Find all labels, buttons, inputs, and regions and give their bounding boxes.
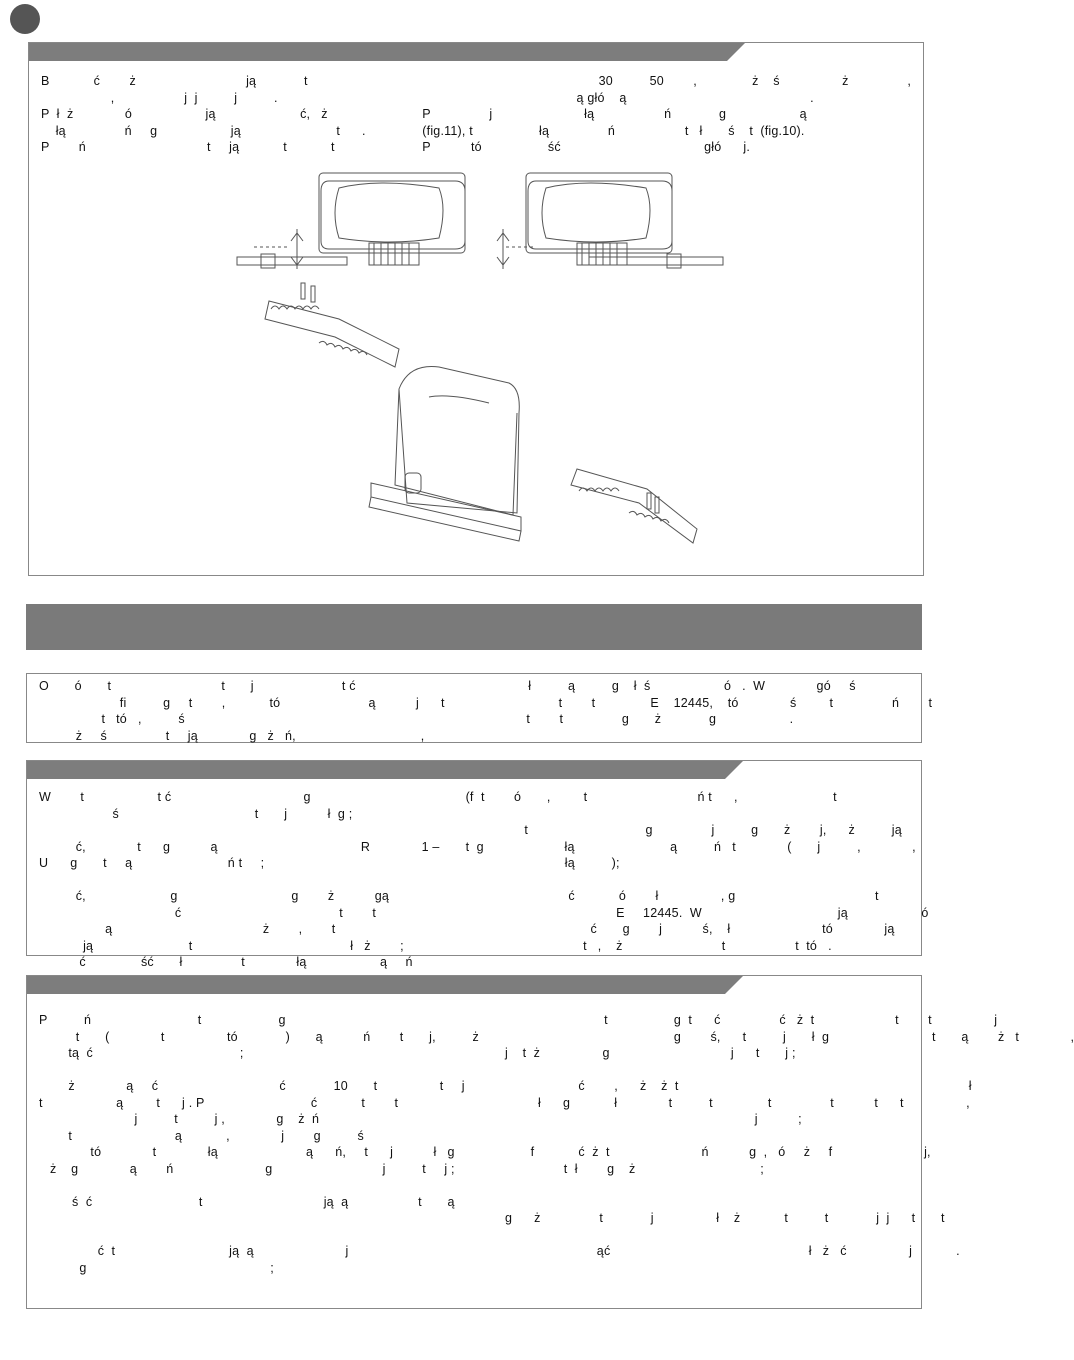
text-line	[39, 822, 440, 839]
section3-left-column	[39, 789, 440, 971]
text-line: ąć ł ż ć j .	[504, 1244, 960, 1258]
text-line	[39, 1062, 479, 1079]
text-line: g ś, t j ł g t ą ż t ,	[504, 1029, 1074, 1044]
text-line: f ć ż t ń g , ó ż f j,	[504, 1145, 931, 1159]
text-line: t ą , j g ś	[39, 1128, 364, 1143]
text-line: P tó ść głó j.	[422, 140, 751, 154]
text-line: t , ż t t tó .	[465, 938, 832, 953]
text-line: ś t j ł g ;	[39, 806, 353, 821]
section-tab	[27, 761, 743, 779]
text-line: ż g ą ń g j t j ;	[39, 1161, 455, 1176]
motor-top-view-left	[237, 173, 465, 269]
text-line	[505, 1062, 1074, 1079]
text-line	[39, 872, 440, 889]
section4-left-column	[39, 1012, 479, 1276]
text-line	[39, 1210, 479, 1227]
text-line: ą ż , t	[39, 922, 336, 936]
text-line: ą głó ą .	[422, 90, 814, 105]
text-line: t ( t tó ) ą ń t j, ż	[39, 1029, 479, 1044]
text-line: ć , ż ż t ł	[504, 1079, 972, 1093]
text-line	[505, 1194, 1074, 1211]
text-line: j t j , g ż ń	[39, 1112, 320, 1126]
rack-installation-illustration	[29, 43, 925, 577]
text-line: U g t ą ń t ;	[39, 856, 265, 870]
text-line: g ;	[39, 1260, 274, 1275]
text-line: t ą t j . P ć t t	[39, 1095, 399, 1110]
text-line: (fig.11), t łą ń t ł ś t (fig.10).	[422, 123, 805, 138]
text-line: ć ść ł t łą ą ń	[39, 955, 413, 969]
section-tab	[27, 976, 743, 994]
text-line: ć g j ś, ł tó ją	[465, 922, 895, 936]
text-line	[466, 872, 929, 889]
text-line: ł g ł t t t t t t ,	[504, 1095, 970, 1110]
text-line: t g j g ż j, ż ją	[465, 823, 902, 837]
rack-piece-lower	[571, 469, 697, 543]
text-line: P ń t g	[39, 1013, 286, 1027]
procedures-panel	[26, 975, 1074, 1309]
text-line: łą );	[465, 856, 620, 870]
warnings-panel	[26, 760, 929, 969]
text-line: P ń t ją t t	[41, 140, 335, 154]
section4-right-column	[505, 1012, 1074, 1276]
section-marker-dot	[10, 4, 40, 34]
text-line: ć ó ł , g t	[465, 889, 879, 903]
installation-panel	[28, 42, 924, 576]
motor-body	[369, 366, 521, 541]
text-line: ć t t	[39, 905, 377, 920]
text-line	[505, 1128, 1074, 1145]
text-line: (f t ó , t ń t , t	[465, 790, 837, 804]
text-line: t g t ć ć ż t t t j	[504, 1013, 998, 1027]
text-line: ś ć t ją ą t ą	[39, 1194, 455, 1209]
info-panel	[26, 673, 933, 743]
text-line: B ć ż ją t	[41, 74, 308, 88]
text-line: ż ś t ją g ż ń, ,	[39, 728, 425, 743]
text-line: ż ą ć ć 10 t t j	[39, 1079, 465, 1093]
text-line: j t ż g j t j ;	[504, 1046, 796, 1060]
text-line: ć t ją ą j	[39, 1244, 349, 1258]
text-line: ć, g g ż gą	[39, 889, 390, 903]
section3-right-column	[466, 789, 929, 971]
text-line	[39, 1177, 479, 1194]
text-line: , j j j .	[41, 90, 278, 105]
text-line: P ł ż ó ją ć, ż	[41, 107, 328, 121]
text-line: łą ń g ją t .	[41, 123, 366, 138]
text-line: ć, t g ą R 1 –	[39, 839, 440, 854]
text-line: g ż t j ł ż t t j j t t	[504, 1211, 945, 1225]
text-line: tą ć ;	[39, 1046, 244, 1060]
text-line	[505, 1177, 1074, 1194]
text-line	[505, 1227, 1074, 1244]
section-banner	[26, 604, 922, 650]
text-line: W t t ć g	[39, 790, 311, 804]
motor-top-view-right	[497, 173, 723, 269]
text-line	[39, 1227, 479, 1244]
text-line: j ;	[504, 1112, 802, 1126]
text-line	[466, 806, 929, 823]
text-line: t tó , ś t t g ż g .	[39, 712, 794, 726]
text-line: t g łą ą ń t ( j , ,	[465, 839, 916, 854]
text-line: t ł g ż ;	[504, 1161, 764, 1176]
text-line: 30 50 , ż ś ż ,	[422, 74, 911, 88]
rack-piece-upper	[265, 283, 399, 367]
text-line: ją t ł ż ;	[39, 938, 404, 953]
text-line: fi g t , tó ą j t t t E 12445, tó ś t ń t	[39, 695, 933, 710]
text-line: tó t łą ą ń, t j ł g	[39, 1145, 455, 1159]
text-line: P j łą ń g ą	[422, 107, 807, 121]
text-line: O ó t t j t ć ł ą g ł ś ó . W gó ś	[39, 679, 856, 693]
text-line: E 12445. W ją ó	[465, 905, 929, 920]
